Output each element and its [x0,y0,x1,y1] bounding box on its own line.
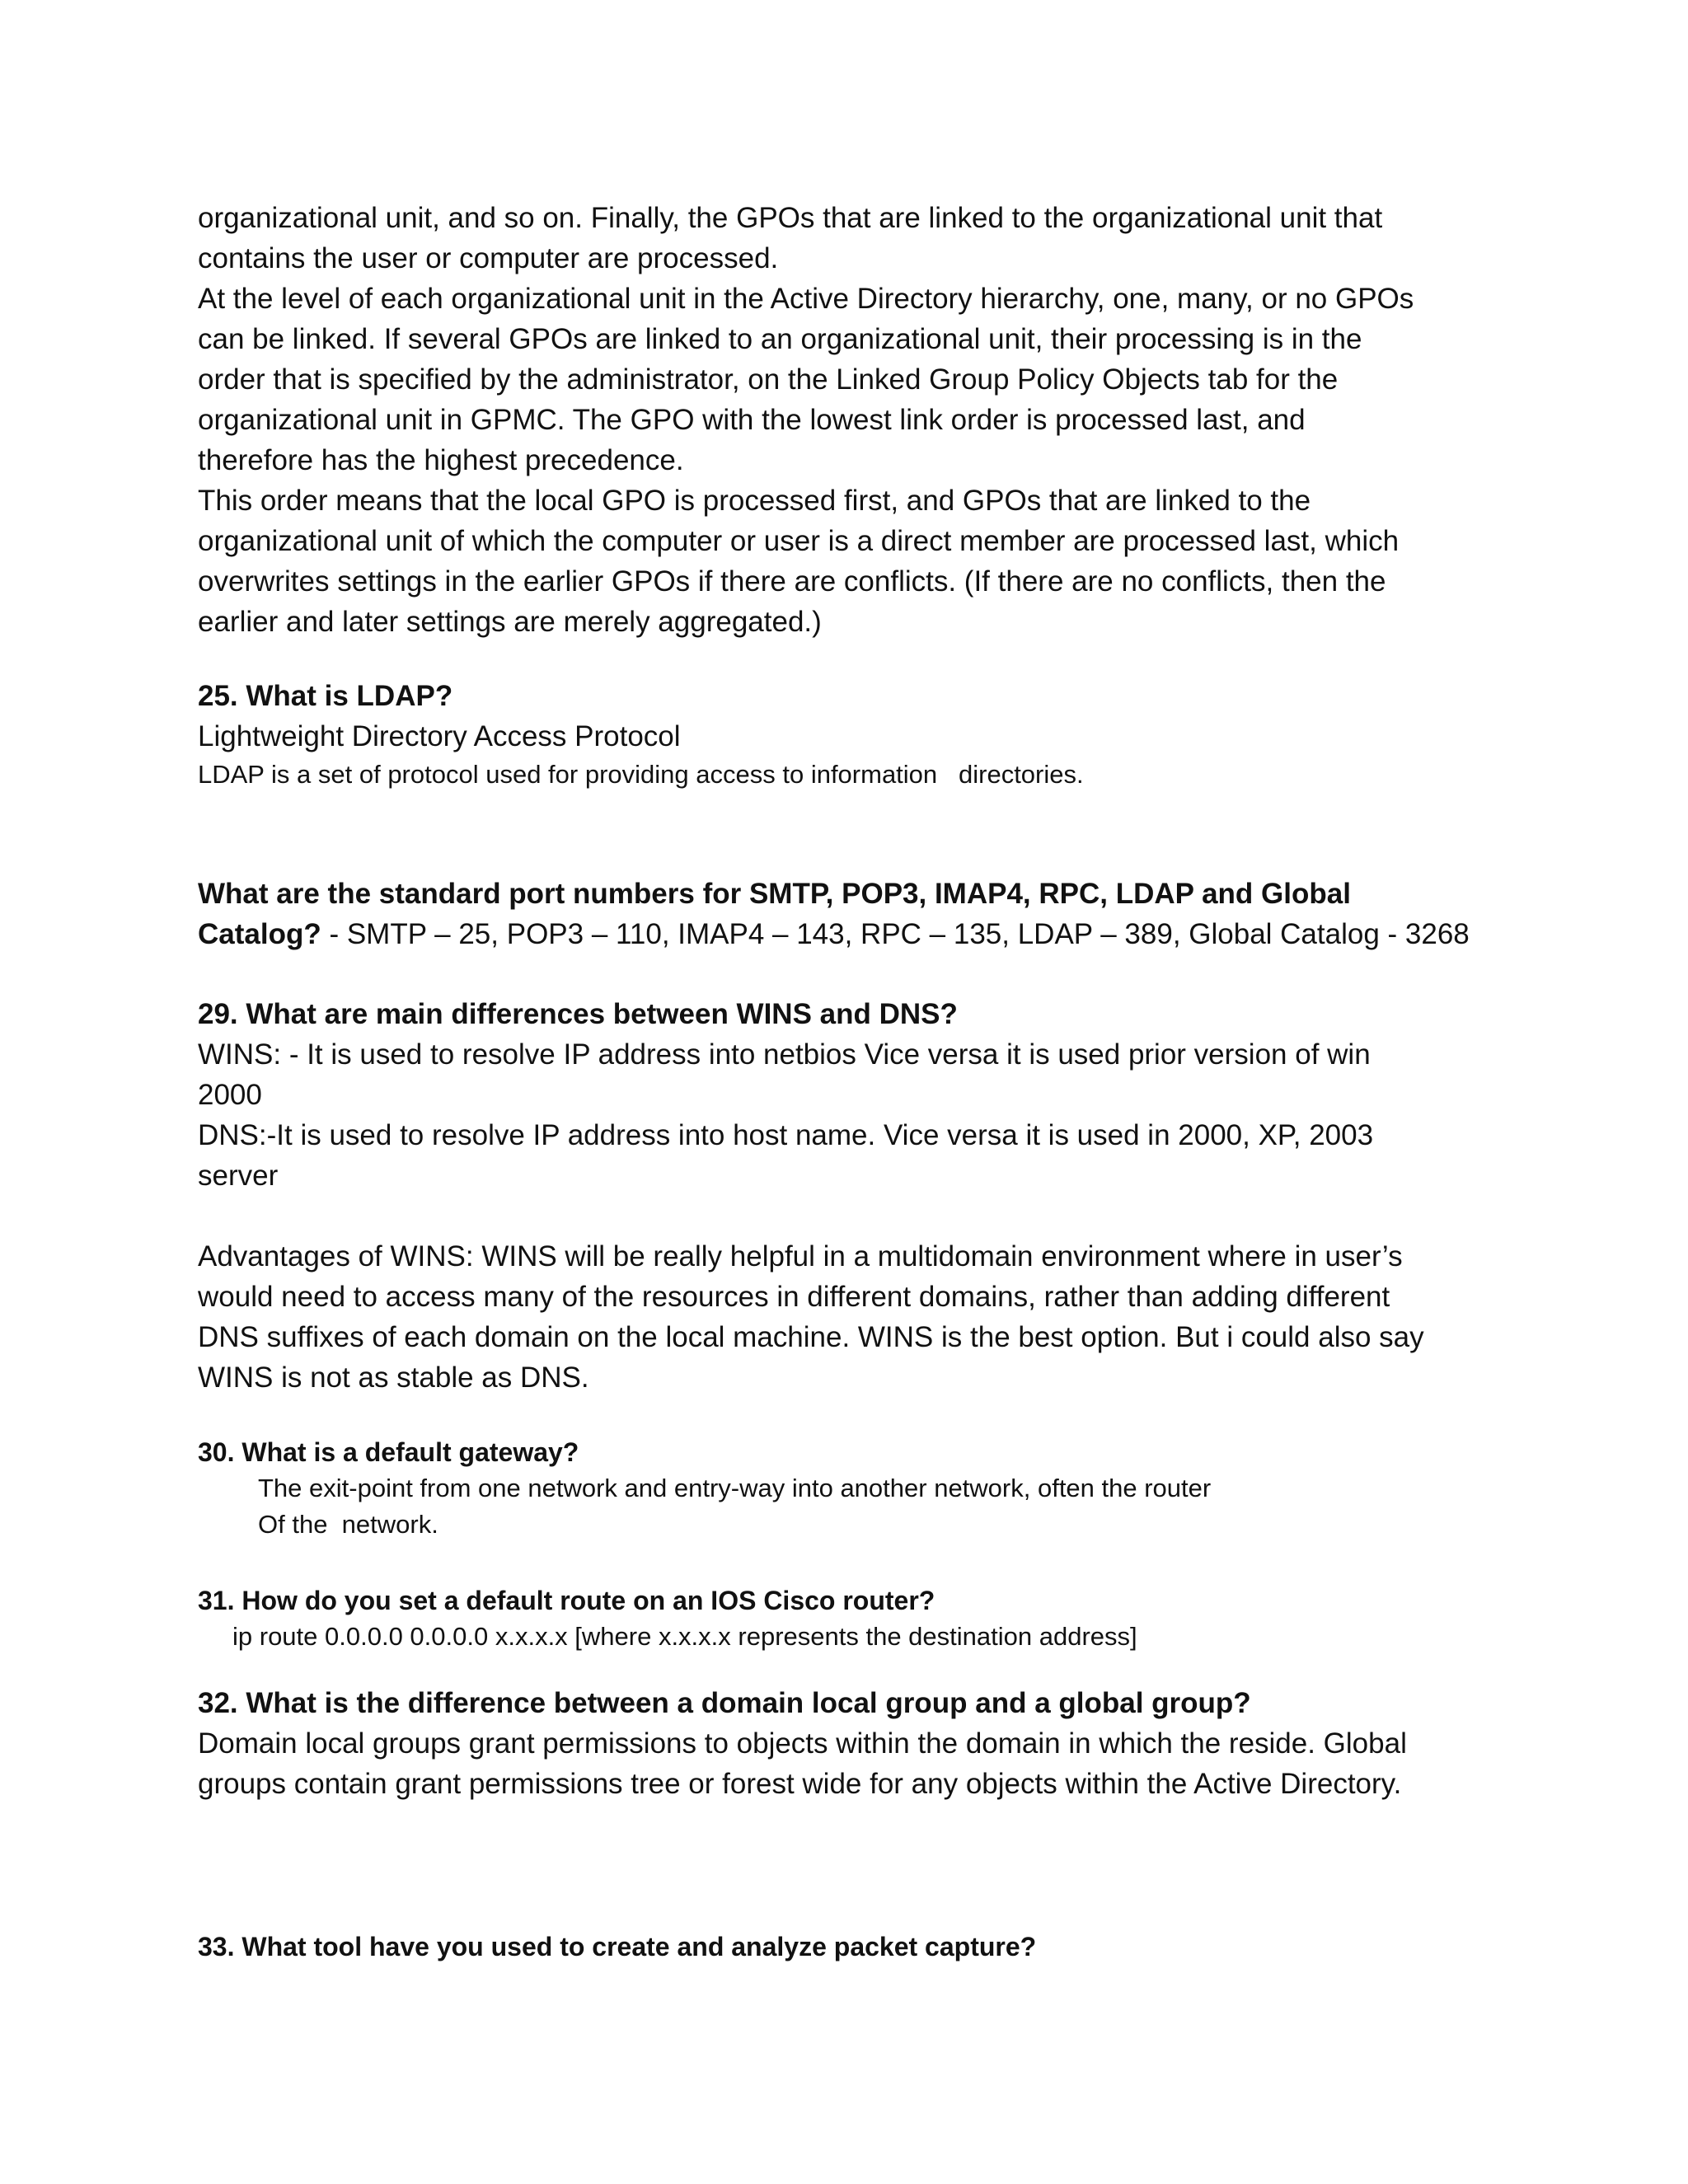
advantages-line: would need to access many of the resources in different domains, rather than adding different [198,1281,1390,1313]
question-31 [198,1582,1137,1655]
intro-line: This order means that the local GPO is processed first, and GPOs that are linked to the [198,485,1311,517]
advantages-line: DNS suffixes of each domain on the local machine. WINS is the best option. But i could also say [198,1321,1424,1353]
advantages-line: WINS is not as stable as DNS. [198,1361,589,1394]
answer-line: Lightweight Directory Access Protocol [198,720,681,752]
intro-line: earlier and later settings are merely aggregated.) [198,606,822,638]
question-heading: 25. What is LDAP? [198,680,453,712]
question-heading: 32. What is the difference between a domain local group and a global group? [198,1687,1251,1719]
answer-line: DNS:-It is used to resolve IP address into host name. Vice versa it is used in 2000, XP, 2003 [198,1119,1374,1151]
answer-line: Of the network. [258,1510,438,1539]
advantages-line: Advantages of WINS: WINS will be really helpful in a multidomain environment where in user’s [198,1240,1403,1272]
question-heading: 33. What tool have you used to create and analyze packet capture? [198,1932,1037,1961]
ports-answer: - SMTP – 25, POP3 – 110, IMAP4 – 143, RPC – 135, LDAP – 389, Global Catalog - 3268 [321,918,1470,950]
answer-line: ip route 0.0.0.0 0.0.0.0 x.x.x.x [where x.x.x.x represents the destination address] [232,1622,1137,1651]
answer-line: The exit-point from one network and entry-way into another network, often the router [258,1474,1212,1502]
answer-line: 2000 [198,1079,262,1111]
intro-line: order that is specified by the administrator, on the Linked Group Policy Objects tab for the [198,363,1339,396]
question-29 [198,994,1424,1398]
intro-paragraph [198,198,1414,642]
question-30 [198,1434,1211,1543]
intro-line: overwrites settings in the earlier GPOs if there are conflicts. (If there are no conflicts, then the [198,565,1386,598]
question-ports [198,874,1470,954]
question-33 [198,1929,1036,1965]
answer-line: Domain local groups grant permissions to objects within the domain in which the reside. Global [198,1727,1407,1760]
question-heading: What are the standard port numbers for SMTP, POP3, IMAP4, RPC, LDAP and Global [198,878,1351,910]
answer-line: groups contain grant permissions tree or forest wide for any objects within the Active Directory. [198,1768,1402,1800]
question-heading-continued: Catalog? [198,918,321,950]
question-heading: 30. What is a default gateway? [198,1437,579,1467]
question-heading: 31. How do you set a default route on an IOS Cisco router? [198,1586,935,1615]
question-heading: 29. What are main differences between WINS and DNS? [198,998,958,1030]
answer-line [198,914,1470,954]
intro-line: contains the user or computer are processed. [198,242,779,274]
question-25 [198,676,1084,793]
intro-line: organizational unit, and so on. Finally, the GPOs that are linked to the organizational unit that [198,202,1383,234]
intro-line: therefore has the highest precedence. [198,444,684,476]
answer-line: WINS: - It is used to resolve IP address into netbios Vice versa it is used prior version of win [198,1038,1371,1071]
intro-line: can be linked. If several GPOs are linked to an organizational unit, their processing is in the [198,323,1362,355]
answer-line: server [198,1160,279,1192]
intro-line: organizational unit in GPMC. The GPO with the lowest link order is processed last, and [198,404,1306,436]
answer-line: LDAP is a set of protocol used for providing access to information directories. [198,760,1084,789]
intro-line: organizational unit of which the computer or user is a direct member are processed last, which [198,525,1400,557]
question-32 [198,1683,1407,1804]
intro-line: At the level of each organizational unit in the Active Directory hierarchy, one, many, or no GPOs [198,283,1414,315]
